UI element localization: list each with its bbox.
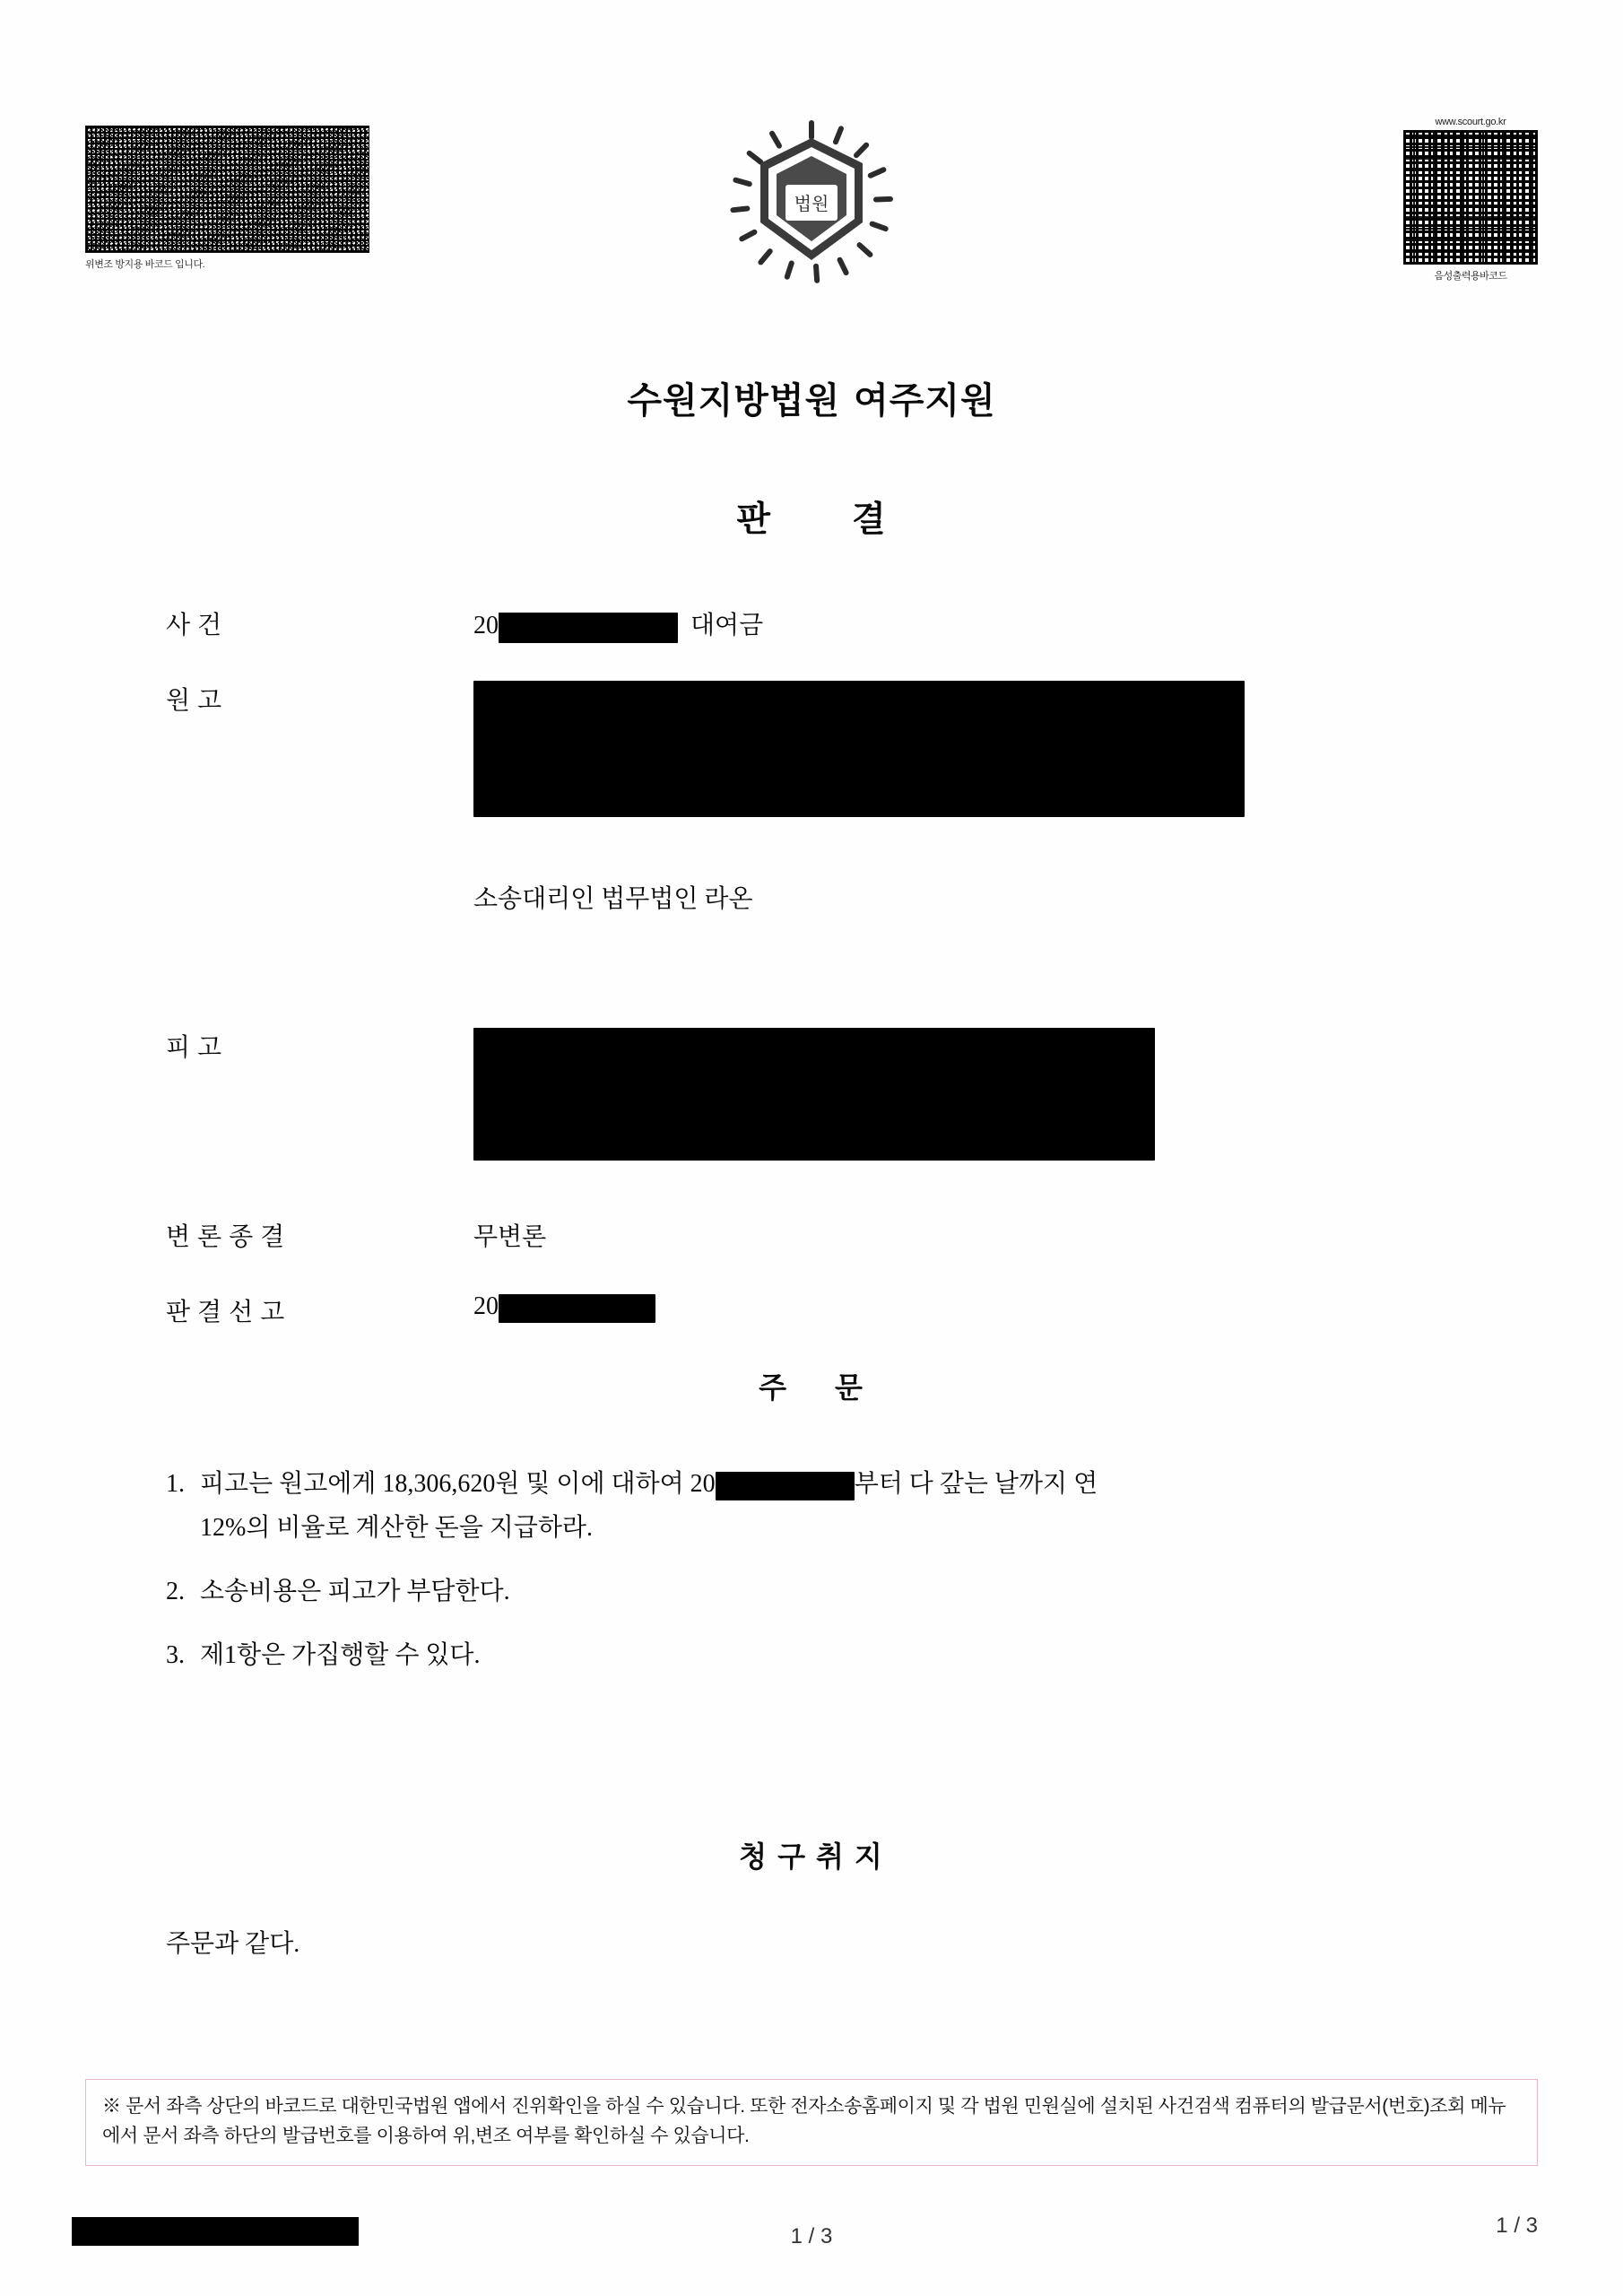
order-item (166, 1633, 1457, 1677)
redaction-case-number (499, 613, 678, 643)
voice-output-qr-image (1403, 130, 1538, 265)
page-number-center: 1 / 3 (790, 2224, 833, 2248)
judgment-date-prefix: 20 (473, 1292, 499, 1320)
order-heading (0, 1365, 1623, 1406)
order-heading-right: 문 (835, 1371, 864, 1404)
verification-notice-box (85, 2079, 1538, 2166)
security-barcode-block (85, 126, 368, 271)
field-label-defendant: 피 고 (166, 1034, 222, 1062)
field-row-plaintiff (0, 681, 1623, 838)
order-item-number: 3. (166, 1641, 185, 1669)
field-value-plaintiff (473, 681, 1245, 817)
order-list (166, 1462, 1457, 1697)
order-item-text-a: 제1항은 가집행할 수 있다. (200, 1641, 481, 1669)
order-item (166, 1462, 1457, 1550)
court-website-url: www.scourt.go.kr (1435, 117, 1506, 127)
voice-output-qr-caption: 음성출력용바코드 (1434, 271, 1507, 282)
order-item-number: 2. (166, 1578, 185, 1605)
order-item-text-line2: 12%의 비율로 계산한 돈을 지급하라. (200, 1514, 593, 1542)
field-label-closing-argument: 변 론 종 결 (166, 1223, 285, 1251)
security-barcode-image (85, 126, 369, 253)
field-value-defendant (473, 1028, 1155, 1161)
order-item-text-a: 피고는 원고에게 18,306,620원 및 이에 대하여 20 (200, 1470, 716, 1498)
order-heading-left: 주 (759, 1371, 788, 1404)
voice-output-barcode-block (1399, 117, 1542, 283)
court-emblem (726, 117, 897, 291)
document-header (0, 117, 1623, 341)
field-value-closing-argument: 무변론 (473, 1223, 547, 1251)
court-name: 수원지방법원 여주지원 (627, 379, 996, 422)
document-title (0, 491, 1623, 542)
field-label-case: 사 건 (166, 612, 222, 639)
redaction-order-date (716, 1472, 855, 1500)
order-item-text-a: 소송비용은 피고가 부담한다. (200, 1578, 510, 1605)
representative-text: 소송대리인 법무법인 라온 (473, 885, 753, 913)
page-number-right: 1 / 3 (1496, 2213, 1538, 2238)
redaction-defendant (473, 1028, 1155, 1161)
field-row-closing-argument (0, 1217, 1623, 1251)
document-title-right: 결 (852, 500, 887, 539)
verification-notice-text: ※ 문서 좌측 상단의 바코드로 대한민국법원 앱에서 진위확인을 하실 수 있습니다. 또한 전자소송홈페이지 및 각 법원 민원실에 설치된 사건검색 컴퓨터의 발급문서(번호)조회 메뉴에서 문서 좌측 하단의 발급번호를 이용하여 위,변조 여부를 확인하실 수 있습니다. (102, 2096, 1506, 2146)
case-type: 대여금 (690, 612, 764, 639)
field-label-plaintiff: 원 고 (166, 687, 222, 715)
order-item-number: 1. (166, 1470, 185, 1498)
claim-heading: 청 구 취 지 (739, 1840, 884, 1873)
svg-text:법원: 법원 (794, 193, 829, 214)
field-value-case (473, 605, 763, 643)
order-item (166, 1570, 1457, 1613)
claim-body: 주문과 같다. (166, 1930, 300, 1958)
redaction-judgment-date (499, 1294, 655, 1323)
document-title-left: 판 (736, 500, 771, 539)
security-barcode-caption: 위변조 방지용 바코드 입니다. (85, 259, 205, 270)
field-row-defendant (0, 1028, 1623, 1176)
order-item-text-b: 부터 다 갚는 날까지 연 (854, 1470, 1098, 1498)
field-row-judgment-date (0, 1292, 1623, 1326)
court-emblem-icon (726, 117, 897, 287)
field-row-case (0, 605, 1623, 639)
field-label-judgment-date: 판 결 선 고 (166, 1299, 285, 1326)
case-number-prefix: 20 (473, 612, 499, 639)
case-fields (0, 605, 1623, 1368)
redaction-plaintiff (473, 681, 1245, 817)
field-value-judgment-date (473, 1292, 655, 1323)
field-row-representative (0, 879, 1623, 987)
